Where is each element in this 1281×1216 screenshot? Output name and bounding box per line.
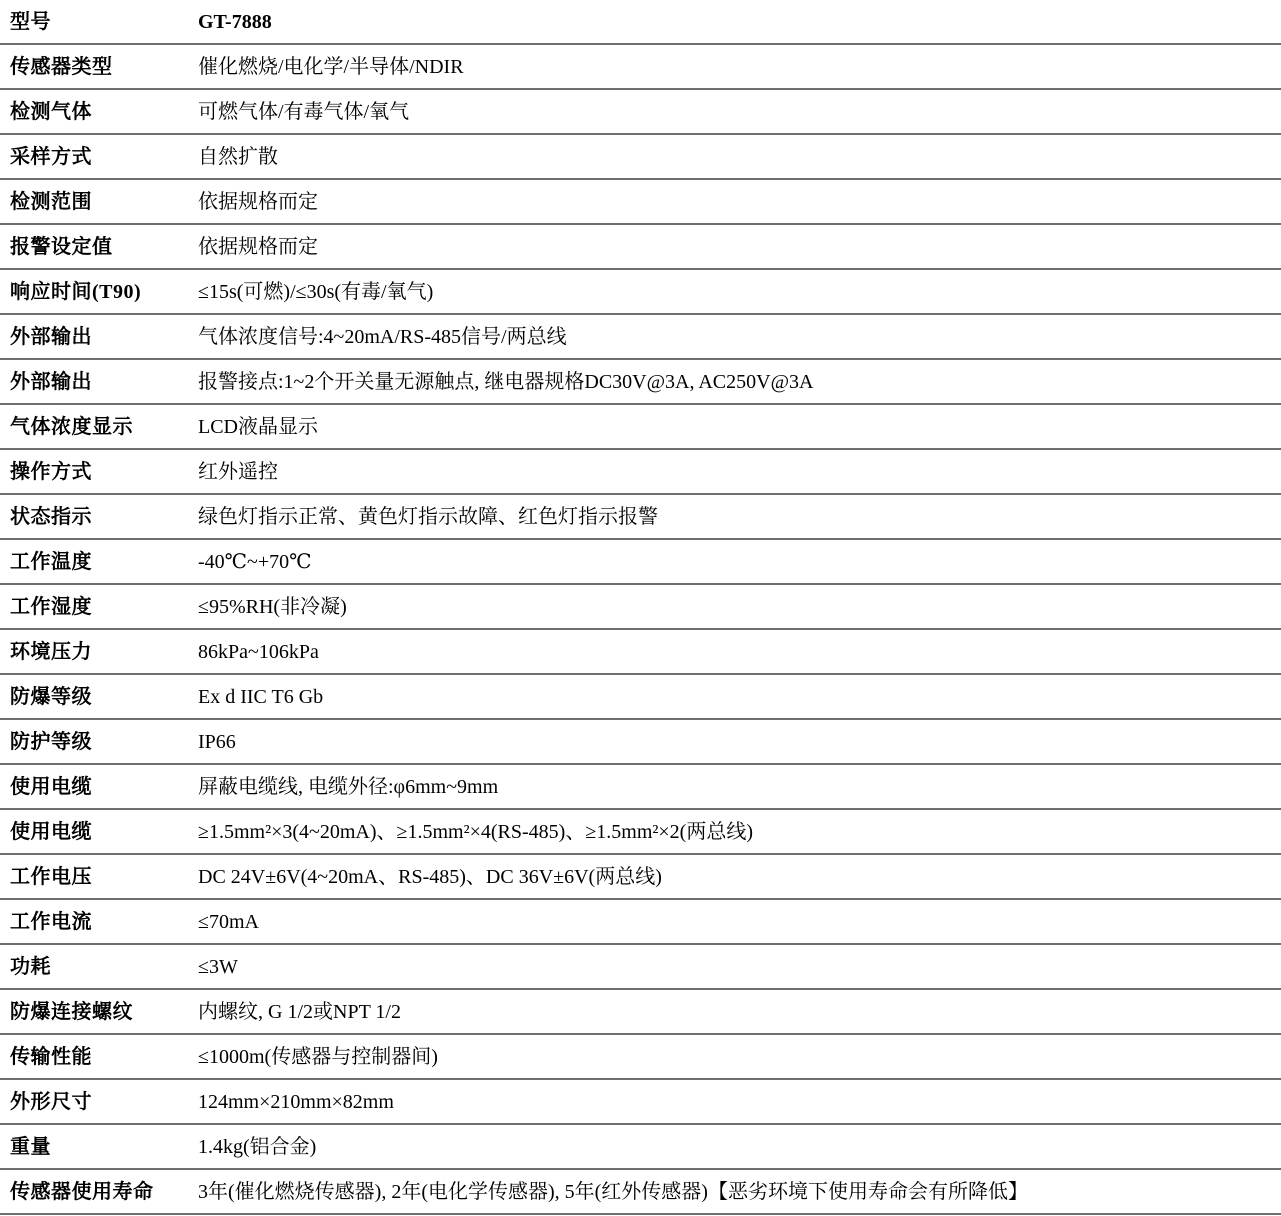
- spec-value: Ex d IIC T6 Gb: [198, 685, 324, 708]
- spec-label: 功耗: [10, 955, 51, 978]
- spec-value: 气体浓度信号:4~20mA/RS-485信号/两总线: [198, 325, 567, 348]
- table-row: [0, 180, 1281, 225]
- table-row: [0, 135, 1281, 180]
- spec-label: 传输性能: [10, 1045, 92, 1068]
- table-row: [0, 450, 1281, 495]
- spec-value: 绿色灯指示正常、黄色灯指示故障、红色灯指示报警: [198, 505, 658, 528]
- table-row: [0, 630, 1281, 675]
- spec-value: ≤15s(可燃)/≤30s(有毒/氧气): [198, 280, 434, 303]
- table-row: [0, 1035, 1281, 1080]
- table-row: [0, 765, 1281, 810]
- spec-label: 气体浓度显示: [10, 415, 133, 438]
- spec-label: 外形尺寸: [10, 1090, 92, 1113]
- table-row: [0, 45, 1281, 90]
- spec-label: 响应时间(T90): [10, 280, 142, 303]
- spec-label: 状态指示: [10, 505, 92, 528]
- spec-value: -40℃~+70℃: [198, 550, 312, 573]
- spec-label: 外部输出: [10, 370, 92, 393]
- spec-value: DC 24V±6V(4~20mA、RS-485)、DC 36V±6V(两总线): [198, 865, 662, 888]
- table-row: [0, 855, 1281, 900]
- spec-value: IP66: [198, 730, 236, 753]
- spec-label: 工作温度: [10, 550, 92, 573]
- spec-value: ≤70mA: [198, 910, 259, 933]
- spec-label: 检测气体: [10, 100, 92, 123]
- spec-value: LCD液晶显示: [198, 415, 318, 438]
- spec-label: 采样方式: [10, 145, 92, 168]
- spec-label: 环境压力: [10, 640, 92, 663]
- table-row: [0, 360, 1281, 405]
- spec-label: 报警设定值: [10, 235, 113, 258]
- spec-value: 1.4kg(铝合金): [198, 1135, 317, 1158]
- table-row: [0, 495, 1281, 540]
- spec-value: 依据规格而定: [198, 235, 318, 258]
- table-row: [0, 1170, 1281, 1215]
- spec-value: 自然扩散: [198, 145, 278, 168]
- spec-value: ≤1000m(传感器与控制器间): [198, 1045, 438, 1068]
- table-row: [0, 675, 1281, 720]
- spec-label: 型号: [10, 10, 51, 33]
- spec-value: ≤95%RH(非冷凝): [198, 595, 347, 618]
- spec-value: 屏蔽电缆线, 电缆外径:φ6mm~9mm: [198, 775, 499, 798]
- spec-label: 工作湿度: [10, 595, 92, 618]
- table-row: [0, 225, 1281, 270]
- table-row: [0, 945, 1281, 990]
- spec-label: 工作电压: [10, 865, 92, 888]
- spec-label: 使用电缆: [10, 820, 92, 843]
- spec-value: 催化燃烧/电化学/半导体/NDIR: [198, 55, 464, 78]
- spec-label: 工作电流: [10, 910, 92, 933]
- spec-label: 操作方式: [10, 460, 92, 483]
- spec-value: 可燃气体/有毒气体/氧气: [198, 100, 410, 123]
- table-row: [0, 990, 1281, 1035]
- spec-label: 外部输出: [10, 325, 92, 348]
- spec-label: 重量: [10, 1135, 51, 1158]
- spec-label: 使用电缆: [10, 775, 92, 798]
- table-row: [0, 0, 1281, 45]
- table-row: [0, 315, 1281, 360]
- spec-value: 依据规格而定: [198, 190, 318, 213]
- spec-label: 防护等级: [10, 730, 92, 753]
- table-row: [0, 585, 1281, 630]
- spec-value: 红外遥控: [198, 460, 278, 483]
- table-row: [0, 405, 1281, 450]
- table-row: [0, 720, 1281, 765]
- table-row: [0, 540, 1281, 585]
- spec-label: 防爆等级: [10, 685, 92, 708]
- spec-value: 内螺纹, G 1/2或NPT 1/2: [198, 1000, 401, 1023]
- table-row: [0, 810, 1281, 855]
- table-row: [0, 270, 1281, 315]
- table-row: [0, 1080, 1281, 1125]
- spec-label: 检测范围: [10, 190, 92, 213]
- spec-label: 传感器使用寿命: [10, 1180, 154, 1203]
- table-row: [0, 90, 1281, 135]
- table-row: [0, 900, 1281, 945]
- spec-label: 传感器类型: [10, 55, 113, 78]
- spec-value: 124mm×210mm×82mm: [198, 1090, 394, 1113]
- spec-label: 防爆连接螺纹: [10, 1000, 133, 1023]
- spec-value: ≤3W: [198, 955, 238, 978]
- spec-value: 86kPa~106kPa: [198, 640, 319, 663]
- spec-value: ≥1.5mm²×3(4~20mA)、≥1.5mm²×4(RS-485)、≥1.5mm²×2(两总线): [198, 820, 753, 843]
- spec-value: 3年(催化燃烧传感器), 2年(电化学传感器), 5年(红外传感器)【恶劣环境下使用寿命会有所降低】: [198, 1180, 1028, 1203]
- spec-value: 报警接点:1~2个开关量无源触点, 继电器规格DC30V@3A, AC250V@3A: [198, 370, 814, 393]
- spec-value: GT-7888: [198, 10, 272, 33]
- table-row: [0, 1125, 1281, 1170]
